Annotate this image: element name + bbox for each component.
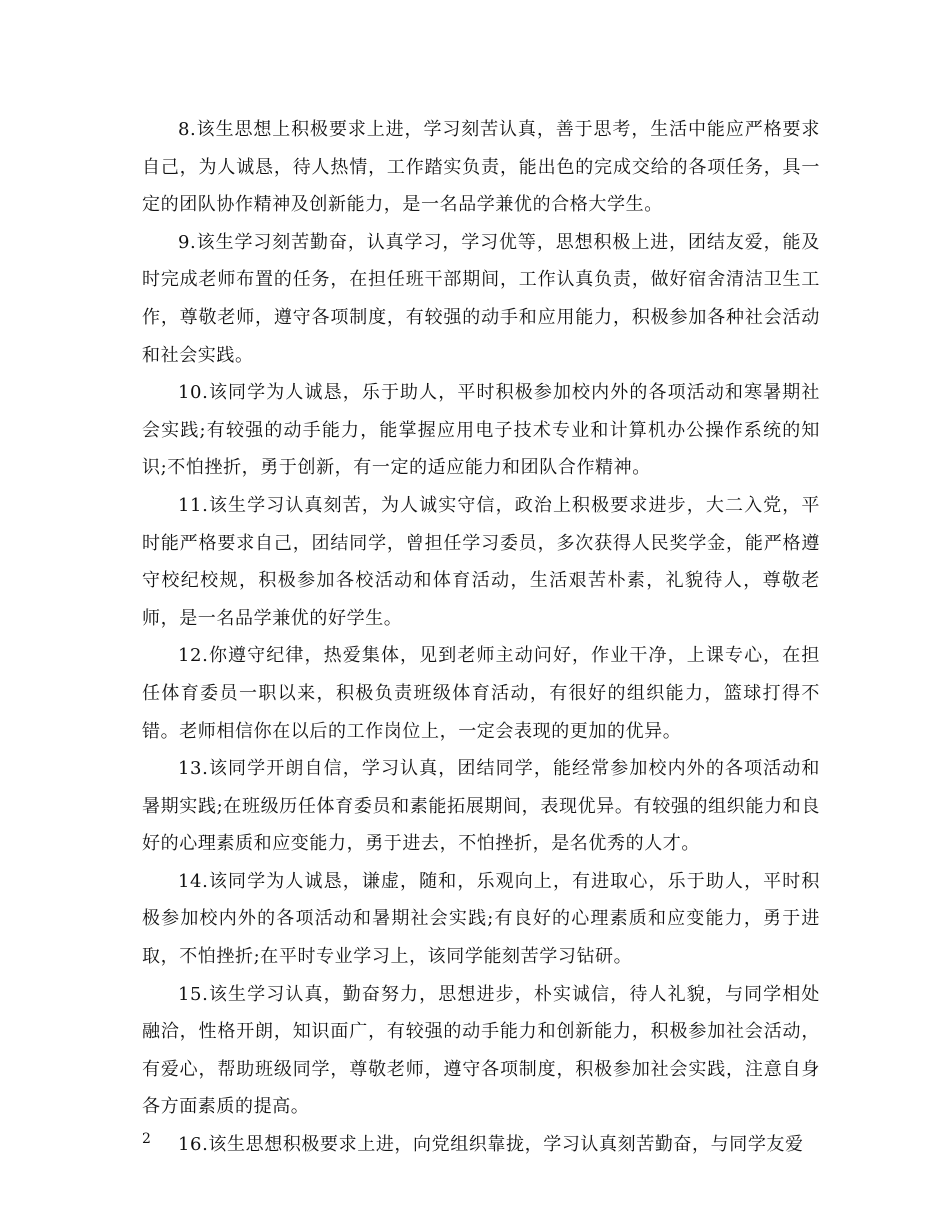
- paragraph-8: 8.该生思想上积极要求上进，学习刻苦认真，善于思考，生活中能应严格要求自己，为人诚恳，待人热情，工作踏实负责，能出色的完成交给的各项任务，具一定的团队协作精神及创新能力，是一名品学兼优的合格大学生。: [142, 119, 820, 216]
- page-number: 2: [142, 1131, 151, 1147]
- paragraph-9: 9.该生学习刻苦勤奋，认真学习，学习优等，思想积极上进，团结友爱，能及时完成老师布置的任务，在担任班干部期间，工作认真负责，做好宿舍清洁卫生工作，尊敬老师，遵守各项制度，有较强的动手和应用能力，积极参加各种社会活动和社会实践。: [142, 231, 820, 366]
- paragraph-13: 13.该同学开朗自信，学习认真，团结同学，能经常参加校内外的各项活动和暑期实践;在班级历任体育委员和素能拓展期间，表现优异。有较强的组织能力和良好的心理素质和应变能力，勇于进去，不怕挫折，是名优秀的人才。: [142, 758, 820, 855]
- paragraph-14: 14.该同学为人诚恳，谦虚，随和，乐观向上，有进取心，乐于助人，平时积极参加校内外的各项活动和暑期社会实践;有良好的心理素质和应变能力，勇于进取，不怕挫折;在平时专业学习上，该同学能刻苦学习钻研。: [142, 870, 820, 968]
- paragraph-16: 16.该生思想积极要求上进，向党组织靠拢，学习认真刻苦勤奋，与同学友爱: [178, 1134, 804, 1156]
- paragraph-11: 11.该生学习认真刻苦，为人诚实守信，政治上积极要求进步，大二入党，平时能严格要求自己，团结同学，曾担任学习委员，多次获得人民奖学金，能严格遵守校纪校规，积极参加各校活动和体育活动，生活艰苦朴素，礼貌待人，尊敬老师，是一名品学兼优的好学生。: [142, 494, 820, 629]
- paragraph-10: 10.该同学为人诚恳，乐于助人，平时积极参加校内外的各项活动和寒暑期社会实践;有较强的动手能力，能掌握应用电子技术专业和计算机办公操作系统的知识;不怕挫折，勇于创新，有一定的适应能力和团队合作精神。: [142, 382, 820, 479]
- document-body: [142, 111, 820, 1164]
- paragraph-12: 12.你遵守纪律，热爱集体，见到老师主动问好，作业干净，上课专心，在担任体育委员一职以来，积极负责班级体育活动，有很好的组织能力，篮球打得不错。老师相信你在以后的工作岗位上，一定会表现的更加的优异。: [142, 645, 820, 742]
- paragraph-15: 15.该生学习认真，勤奋努力，思想进步，朴实诚信，待人礼貌，与同学相处融洽，性格开朗，知识面广，有较强的动手能力和创新能力，积极参加社会活动，有爱心，帮助班级同学，尊敬老师，遵守各项制度，积极参加社会实践，注意自身各方面素质的提高。: [142, 983, 820, 1118]
